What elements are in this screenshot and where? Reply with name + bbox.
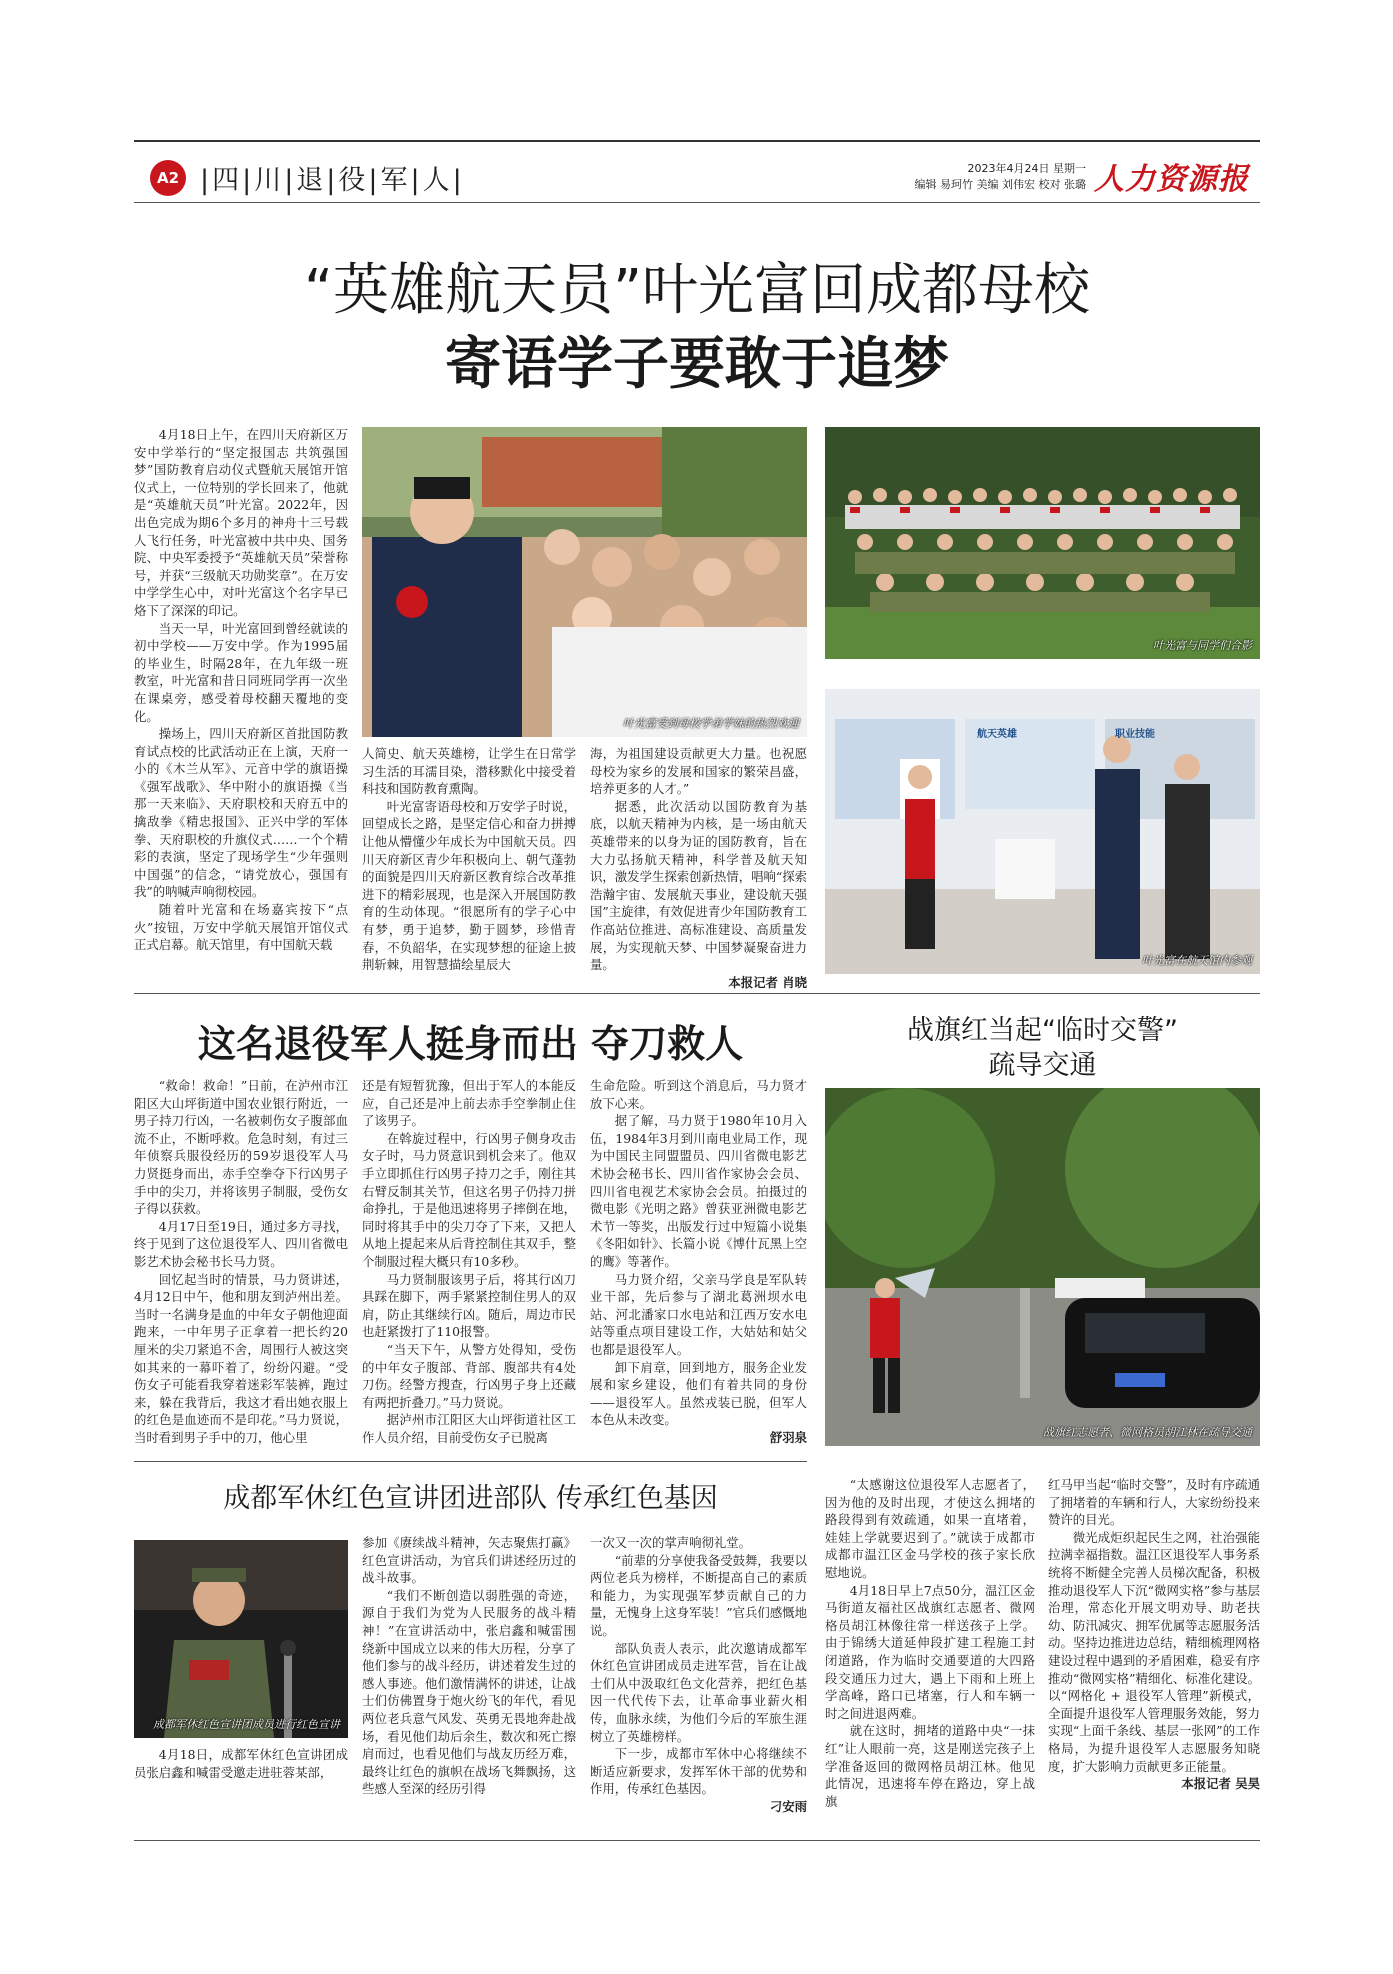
photo-caption: 成都军休红色宣讲团成员进行红色宣讲 xyxy=(153,1718,340,1731)
paragraph: 据了解，马力贤于1980年10月入伍，1984年3月到川南电业局工作，现为中国民主同盟盟员、四川省微电影艺术协会秘书长、四川省作家协会会员、四川省电视艺术家协会会员。拍摄过的微电影《光明之路》曾获亚洲微电影艺术节一等奖，出版发行过中短篇小说集《冬阳如针》、长篇小说《博什瓦黑上空的鹰》等著作。 xyxy=(590,1113,807,1269)
paragraph: “太感谢这位退役军人志愿者了，因为他的及时出现，才使这么拥堵的路段得到有效疏通，如果一直堵着，娃娃上学就要迟到了。”就读于成都市成都市温江区金马学校的孩子家长欣慰地说。 xyxy=(825,1477,1035,1580)
masthead-logo: 人力资源报 xyxy=(1094,162,1249,197)
byline: 舒羽泉 xyxy=(769,1429,807,1445)
story4-column-3 xyxy=(590,1534,807,1816)
paragraph: 据泸州市江阳区大山坪街道社区工作人员介绍，目前受伤女子已脱离 xyxy=(362,1412,576,1445)
paragraph: 当天一早，叶光富回到曾经就读的初中学校——万安中学。作为1995届的毕业生，时隔28年，在九年级一班教室，叶光富和昔日同班同学再一次坐在课桌旁，感受着母校翻天覆地的变化。 xyxy=(134,620,348,724)
story4-headline: 成都军休红色宣讲团进部队 传承红色基因 xyxy=(223,1483,718,1514)
story3-headline-2: 疏导交通 xyxy=(988,1050,1097,1081)
story1-column-1 xyxy=(134,426,348,954)
paragraph: 4月18日早上7点50分，温江区金马街道友福社区战旗红志愿者、微网格员胡江林像往常一样送孩子上学。由于锦绣大道延伸段扩建工程施工封闭道路，作为临时交通要道的大四路段交通压力过大，遇上下雨和上班上学高峰，路口已堵塞，行人和车辆一时之间进退两难。 xyxy=(825,1582,1035,1721)
section-divider xyxy=(134,993,1260,994)
story1-photo-welcome xyxy=(362,427,807,737)
story2-column-2 xyxy=(362,1077,576,1446)
paragraph: 微光成炬织起民生之网，社治强能拉满幸福指数。温江区退役军人事务系统将不断健全完善人员梯次配备，积极推动退役军人下沉“微网实格”参与基层治理，常态化开展文明劝导、助老扶幼、防汛减灾、拥军优属等志愿服务活动。坚持边推进边总结，精细梳理网格建设过程中遇到的矛盾困难，稳妥有序推动“微网实格”精细化、标准化建设。以“网格化 + 退役军人管理”新模式，全面提升退役军人管理服务效能，努力实现“上面千条线、基层一张网”的工作格局，为提升退役军人志愿服务知晓度，扩大影响力贡献更多正能量。 xyxy=(1048,1529,1260,1774)
crowd-illustration xyxy=(362,427,807,737)
section-divider xyxy=(134,1461,807,1462)
paragraph: 叶光富寄语母校和万安学子时说，回望成长之路，是坚定信心和奋力拼搏让他从懵懂少年成长为中国航天员。四川天府新区青少年积极向上、朝气蓬勃的面貌是四川天府新区教育综合改革推进下的精彩展现，也是深入开展国防教育的生动体现。“很愿所有的学子心中有梦，勇于追梦，勤于圆梦，珍惜青春，不负韶华，在实现梦想的征途上披荆斩棘，用智慧描绘星辰大 xyxy=(362,798,576,973)
group-photo-illustration xyxy=(825,427,1260,659)
paragraph: 人简史、航天英雄榜，让学生在日常学习生活的耳濡目染，潜移默化中接受着科技和国防教育熏陶。 xyxy=(362,746,576,797)
story2-column-1 xyxy=(134,1077,348,1446)
story1-headline-2: 寄语学子要敢于追梦 xyxy=(445,332,949,397)
paragraph: 随着叶光富和在场嘉宾按下“点火”按钮，万安中学航天展馆开馆仪式正式启幕。航天馆里，有中国航天载 xyxy=(134,902,348,953)
photo-caption: 叶光富与同学们合影 xyxy=(1153,639,1252,652)
paragraph: 卸下肩章，回到地方，服务企业发展和家乡建设，他们有着共同的身份——退役军人。虽然戎装已脱，但军人本色从未改变。 xyxy=(590,1359,807,1428)
paragraph: 还是有短暂犹豫，但出于军人的本能反应，自己还是冲上前去赤手空拳制止住了该男子。 xyxy=(362,1078,576,1129)
paragraph: 部队负责人表示，此次邀请成都军休红色宣讲团成员走进军营，旨在让战士们从中汲取红色文化营养，把红色基因一代代传下去，让革命事业薪火相传，血脉永续，为他们今后的军旅生涯树立了英雄榜样。 xyxy=(590,1640,807,1744)
photo-caption: 叶光富受到母校学弟学妹的热烈欢迎 xyxy=(623,717,799,730)
paragraph: “救命！救命！”日前，在泸州市江阳区大山坪街道中国农业银行附近，一男子持刀行凶，一名被刺伤女子腹部血流不止，不断呼救。危急时刻，有过三年侦察兵服役经历的59岁退役军人马力贤挺身而出，赤手空拳夺下行凶男子手中的尖刀，并将该男子制服，受伤女子得以获救。 xyxy=(134,1078,348,1217)
story1-photo-group xyxy=(825,427,1260,659)
story4-column-1 xyxy=(134,1746,348,1781)
story2-column-3 xyxy=(590,1077,807,1446)
photo-caption: 叶光富在航天馆内参观 xyxy=(1142,954,1252,967)
paragraph: 操场上，四川天府新区首批国防教育试点校的比武活动正在上演，天府一小的《木兰从军》、元音中学的旗语操《强军战歌》、华中附小的旗语操《当那一天来临》、天府职校和天府五中的擒敌拳《精忠报国》、正兴中学的军体拳、天府职校的升旗仪式……一个个精彩的表演，坚定了现场学生“少年强则中国强”的信念，“请党放心，强国有我”的呐喊声响彻校园。 xyxy=(134,726,348,900)
museum-illustration xyxy=(825,689,1260,974)
story1-column-3 xyxy=(590,745,807,991)
header-rule xyxy=(134,202,1260,203)
paragraph: 据悉，此次活动以国防教育为基底，以航天精神为内核，是一场由航天英雄带来的以身为证的国防教育，旨在大力弘扬航天精神，科学普及航天知识，激发学生探索创新热情，唱响“探索浩瀚宇宙、发展航天事业，建设航天强国”主旋律，有效促进青少年国防教育工作高站位推进、高标准建设、高质量发展，为实现航天梦、中国梦凝聚奋进力量。 xyxy=(590,798,807,973)
paragraph: 海，为祖国建设贡献更大力量。也祝愿母校为家乡的发展和国家的繁荣昌盛，培养更多的人才。” xyxy=(590,746,807,797)
section-title: |四|川|退|役|军|人| xyxy=(200,165,465,196)
paragraph: 生命危险。听到这个消息后，马力贤才放下心来。 xyxy=(590,1078,807,1111)
story2-headline: 这名退役军人挺身而出 夺刀救人 xyxy=(197,1022,744,1066)
top-rule xyxy=(134,140,1260,142)
byline: 本报记者 肖晓 xyxy=(728,974,807,990)
story3-column-2 xyxy=(1048,1476,1260,1793)
paragraph: 在斡旋过程中，行凶男子侧身攻击女子时，马力贤意识到机会来了。他双手立即抓住行凶男子持刀之手，刚往其右臂反制其关节，但这名男子仍持刀拼命挣扎，于是他迅速将男子摔倒在地，同时将其手中的尖刀夺了下来，又把人从地上提起来从后背控制住其双手，整个制服过程大概只有10多秒。 xyxy=(362,1130,576,1269)
story3-column-1 xyxy=(825,1476,1035,1810)
paragraph: 马力贤介绍，父亲马学良是军队转业干部，先后参与了湖北葛洲坝水电站、河北潘家口水电站和江西万安水电站等重点项目建设工作，大姑姑和姑父也都是退役军人。 xyxy=(590,1271,807,1357)
paragraph: 4月18日上午，在四川天府新区万安中学举行的“坚定报国志 共筑强国梦”国防教育启动仪式暨航天展馆开馆仪式上，一位特别的学长回来了，他就是“英雄航天员”叶光富。2022年，因出色完成为期6个多月的神舟十三号载人飞行任务，叶光富被中共中央、国务院、中央军委授予“英雄航天员”荣誉称号，并获“三级航天功勋奖章”。在万安中学学生心中，对叶光富这个名字早已烙下了深深的印记。 xyxy=(134,427,348,618)
exhibit-board-label: 航天英雄 xyxy=(977,729,1017,740)
byline: 刁安雨 xyxy=(769,1798,807,1814)
paragraph: “当天下午，从警方处得知，受伤的中年女子腹部、背部、腹部共有4处刀伤。经警方搜查，行凶男子身上还藏有两把折叠刀。”马力贤说。 xyxy=(362,1341,576,1410)
issue-date: 2023年4月24日 星期一 xyxy=(967,162,1086,175)
page-badge: A2 xyxy=(150,160,186,196)
paragraph: 就在这时，拥堵的道路中央“一抹红”让人眼前一亮，这是刚送完孩子上学准备返回的微网格员胡江林。他见此情况，迅速将车停在路边，穿上战旗 xyxy=(825,1723,1035,1809)
traffic-illustration xyxy=(825,1088,1260,1446)
story3-headline-1: 战旗红当起“临时交警” xyxy=(907,1015,1178,1046)
story1-headline-1: “英雄航天员”叶光富回成都母校 xyxy=(303,258,1091,323)
paragraph: 4月18日，成都军休红色宣讲团成员张启鑫和喊雷受邀走进驻蓉某部， xyxy=(134,1747,348,1780)
story1-photo-museum xyxy=(825,689,1260,974)
speaker-illustration xyxy=(134,1540,348,1738)
paragraph: 一次又一次的掌声响彻礼堂。 xyxy=(590,1535,752,1550)
bottom-rule xyxy=(134,1840,1260,1841)
editor-credits: 编辑 易珂竹 美编 刘伟宏 校对 张璐 xyxy=(914,178,1086,191)
photo-caption: 战旗红志愿者、微网格员胡江林在疏导交通 xyxy=(1043,1426,1252,1439)
paragraph: 4月17日至19日，通过多方寻找，终于见到了这位退役军人、四川省微电影艺术协会秘书长马力贤。 xyxy=(134,1218,348,1269)
exhibit-board-label: 职业技能 xyxy=(1115,729,1155,740)
story4-column-2 xyxy=(362,1534,576,1798)
paragraph: “前辈的分享使我备受鼓舞，我要以两位老兵为榜样，不断提高自己的素质和能力，为实现强军梦贡献自己的力量，无愧身上这身军装！”官兵们感慨地说。 xyxy=(590,1552,807,1638)
paragraph: 参加《赓续战斗精神，矢志聚焦打赢》红色宣讲活动，为官兵们讲述经历过的战斗故事。 xyxy=(362,1535,576,1586)
story3-photo-traffic xyxy=(825,1088,1260,1446)
paragraph: 红马甲当起“临时交警”，及时有序疏通了拥堵着的车辆和行人，大家纷纷投来赞许的目光。 xyxy=(1048,1477,1260,1528)
story1-column-2 xyxy=(362,745,576,974)
story4-photo-speaker xyxy=(134,1540,348,1738)
paragraph: 马力贤制服该男子后，将其行凶刀具踩在脚下，两手紧紧控制住男人的双肩，防止其继续行凶。随后，周边市民也赶紧拨打了110报警。 xyxy=(362,1271,576,1340)
paragraph: “我们不断创造以弱胜强的奇迹，源自于我们为党为人民服务的战斗精神！”在宣讲活动中，张启鑫和喊雷围绕新中国成立以来的伟大历程，分享了他们参与的战斗经历，讲述着发生过的感人事迹。他们激情满怀的讲述，让战士们仿佛置身于炮火纷飞的年代，看见两位老兵意气风发、英勇无畏地奔赴战场，看见他们劫后余生，数次和死亡擦肩而过，也看见他们与战友历经万难，最终让红色的旗帜在战场飞舞飘扬，这些感人至深的经历引得 xyxy=(362,1587,576,1797)
byline: 本报记者 吴昊 xyxy=(1181,1776,1260,1792)
paragraph: 下一步，成都市军休中心将继续不断适应新要求，发挥军休干部的优势和作用，传承红色基因。 xyxy=(590,1746,807,1797)
paragraph: 回忆起当时的情景，马力贤讲述，4月12日中午，他和朋友到泸州出差。当时一名满身是血的中年女子朝他迎面跑来，一中年男子正拿着一把长约20厘米的尖刀紧追不舍，周围行人被这突如其来的一幕吓着了，纷纷闪避。“受伤女子可能看我穿着迷彩军装裤，跑过来，躲在我背后，我这才看出她衣服上的红色是血迹而不是印花。”马力贤说，当时看到男子手中的刀，他心里 xyxy=(134,1271,348,1445)
